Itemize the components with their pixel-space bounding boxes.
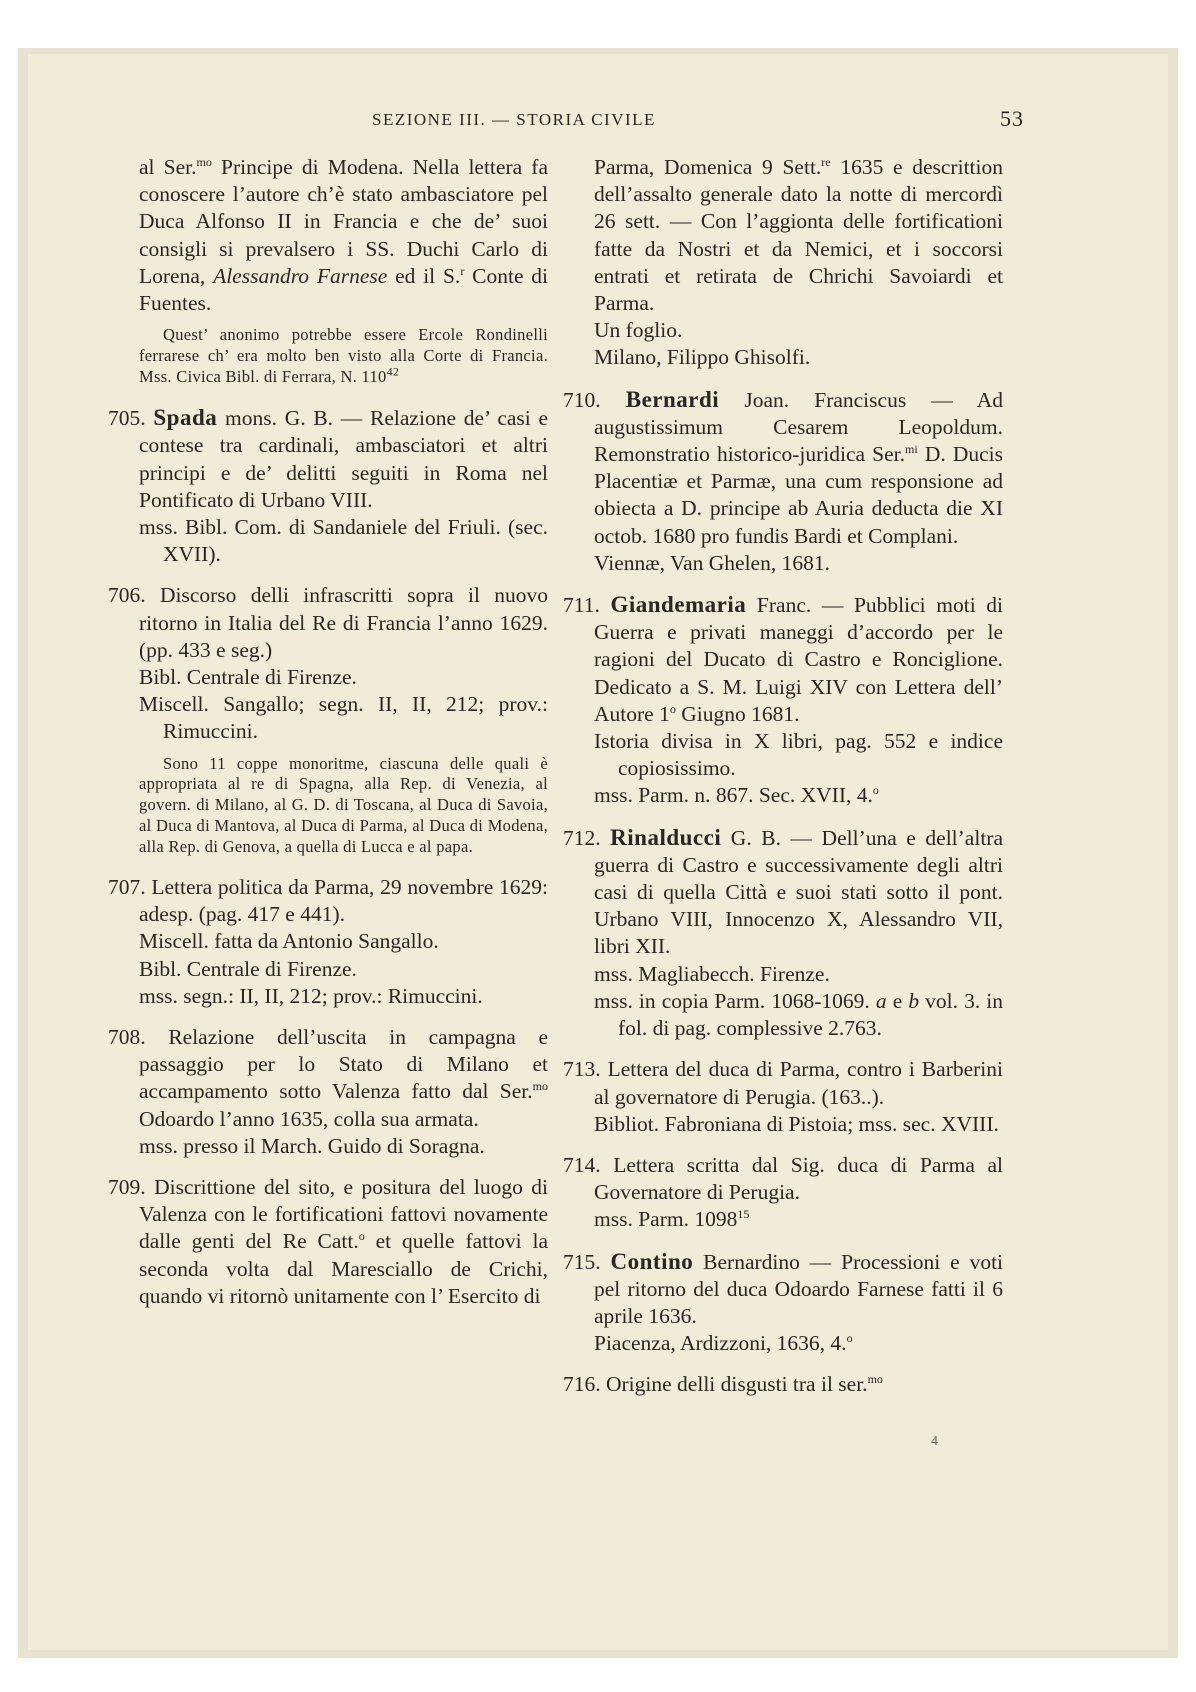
- entry-number: 716.: [563, 1372, 601, 1397]
- entry-710: 710. Bernardi Joan. Franciscus — Ad augustissimum Cesarem Leopoldum. Remonstratio historico-juridica Ser.$^{mi}$ D. Ducis Placentiæ et Parmæ, una cum responsione ad obiecta a D. principe ab Auria deducta die XI octob. 1680 pro fundis Bardi et Complani.: [563, 386, 1004, 548]
- entry-number: 710.: [563, 387, 601, 412]
- entry-709-location: Un foglio.: [594, 318, 683, 343]
- entry-715-location: Piacenza, Ardizzoni, 1636, 4.$^o$: [594, 1330, 853, 1356]
- italic-name: Alessandro Farnese: [213, 263, 388, 288]
- entry-711-location: mss. Parm. n. 867. Sec. XVII, 4.$^o$: [594, 783, 879, 808]
- running-head: [28, 104, 1168, 134]
- entry-number: 711.: [563, 593, 600, 618]
- page-number: 53: [1000, 106, 1024, 131]
- note-706: Sono 11 coppe monoritme, ciascuna delle quali è appropriata al re di Spagna, alla Rep. di Venezia, al govern. di Milano, al G. D. di Toscana, al Duca di Savoia, al Duca di Mantova, al Duca di Parma, al Duca di Modena, alla Rep. di Genova, a quella di Lucca e al papa.: [139, 753, 548, 856]
- entry-number: 712.: [563, 825, 601, 850]
- right-column: [563, 154, 1003, 1399]
- entry-715: 715. Contino Bernardino — Processioni e voti pel ritorno del duca Odoardo Farnese fatti il 6 aprile 1636.: [563, 1248, 1004, 1328]
- book-page: [28, 54, 1168, 1650]
- running-title: SEZIONE III. — STORIA CIVILE: [372, 110, 656, 129]
- entry-709-continuation: Parma, Domenica 9 Sett.$^{re}$ 1635 e descrittion dell’assalto generale dato la notte di mercordì 26 sett. — Con l’aggionta delle fortificationi fatte da Nostri et da Nemici, et i soccorsi entrati et retirata de Chrichi Savoiardi et Parma.: [594, 154, 1003, 316]
- entry-author: Giandemaria: [610, 592, 747, 618]
- entry-707-location: Miscell. fatta da Antonio Sangallo.: [139, 929, 439, 954]
- entry-705: 705. Spada mons. G. B. — Relazione de’ casi e contese tra cardinali, ambasciatori et altri principi e de’ delitti seguiti in Roma nel Pontificato di Urbano VIII.: [108, 405, 549, 512]
- entry-709-location: Milano, Filippo Ghisolfi.: [594, 345, 811, 370]
- entry-713-location: Bibliot. Fabroniana di Pistoia; mss. sec. XVIII.: [594, 1111, 999, 1136]
- entry-705-location: mss. Bibl. Com. di Sandaniele del Friuli. (sec. XVII).: [139, 514, 548, 567]
- entry-708-location: mss. presso il March. Guido di Soragna.: [139, 1133, 485, 1158]
- entry-author: Contino: [610, 1248, 694, 1274]
- note-704: Quest’ anonimo potrebbe essere Ercole Rondinelli ferrarese ch’ era molto ben visto alla Corte di Francia. Mss. Civica Bibl. di Ferrara, N. $110^{42}$: [139, 325, 548, 386]
- entry-712-location: mss. in copia Parm. 1068-1069. a e b vol. 3. in fol. di pag. complessive 2.763.: [594, 988, 1004, 1041]
- entry-716: 716. Origine delli disgusti tra il ser.$^{mo}$: [563, 1372, 883, 1397]
- entry-706-location: Miscell. Sangallo; segn. II, II, 212; prov.: Rimuccini.: [139, 692, 548, 744]
- entry-706: 706. Discorso delli infrascritti sopra il nuovo ritorno in Italia del Re di Francia l’anno 1629. (pp. 433 e seg.): [108, 583, 549, 662]
- signature-mark: 4: [931, 1434, 938, 1449]
- entry-713: 713. Lettera del duca di Parma, contro i Barberini al governatore di Perugia. (163..).: [563, 1057, 1004, 1109]
- entry-707: 707. Lettera politica da Parma, 29 novembre 1629: adesp. (pag. 417 e 441).: [108, 875, 548, 927]
- entry-709: 709. Discrittione del sito, e positura del luogo di Valenza con le fortificationi fattovi novamente dalle genti del Re Catt.$^o$ et quelle fattovi la seconda volta dal Maresciallo de Crichi, quando vi ritornò unitamente con l’ Esercito di: [108, 1175, 549, 1308]
- entry-711: 711. Giandemaria Franc. — Pubblici moti di Guerra e privati maneggi d’accordo per le ragioni del Ducato di Castro e Ronciglione. Dedicato a S. M. Luigi XIV con Lettera dell’ Autore 1$^o$ Giugno 1681.: [563, 592, 1004, 726]
- entry-number: 715.: [563, 1249, 601, 1274]
- entry-707-location: Bibl. Centrale di Firenze.: [139, 956, 357, 981]
- entry-710-location: Viennæ, Van Ghelen, 1681.: [594, 550, 830, 575]
- entry-author: Bernardi: [625, 386, 720, 412]
- entry-number: 706.: [108, 583, 146, 608]
- entry-author: Spada: [153, 405, 218, 431]
- entry-number: 714.: [563, 1152, 601, 1177]
- entry-number: 707.: [108, 875, 146, 900]
- entry-704-continuation: al Ser.$^{mo}$ Principe di Modena. Nella lettera fa conoscere l’autore ch’è stato ambasciatore pel Duca Alfonso II in Francia e che de’ suoi consigli si prevalsero i SS. Duchi Carlo di Lorena, Alessandro Farnese ed il S.$^r$ Conte di Fuentes.: [139, 154, 549, 316]
- entry-707-location: mss. segn.: II, II, 212; prov.: Rimuccini.: [139, 983, 483, 1008]
- entry-number: 709.: [108, 1175, 146, 1200]
- entry-706-location: Bibl. Centrale di Firenze.: [139, 664, 357, 689]
- entry-number: 705.: [108, 406, 146, 431]
- entry-author: Rinalducci: [610, 824, 722, 850]
- left-column: [108, 154, 548, 1310]
- entry-712-location: mss. Magliabecch. Firenze.: [594, 961, 830, 986]
- entry-714-location: mss. Parm. 1098$^{15}$: [594, 1207, 750, 1232]
- entry-714: 714. Lettera scritta dal Sig. duca di Parma al Governatore di Perugia.: [563, 1152, 1004, 1205]
- entry-712: 712. Rinalducci G. B. — Dell’una e dell’altra guerra di Castro e successivamente degli altri casi di quella Città e suoi stati sotto il pont. Urbano VIII, Innocenzo X, Alessandro VII, libri XII.: [563, 824, 1003, 959]
- entry-number: 713.: [563, 1057, 601, 1082]
- entry-number: 708.: [108, 1025, 146, 1050]
- entry-711-location: Istoria divisa in X libri, pag. 552 e indice copiosissimo.: [594, 729, 1003, 781]
- entry-708: 708. Relazione dell’uscita in campagna e passaggio per lo Stato di Milano et accampamento sotto Valenza fatto dal Ser.$^{mo}$ Odoardo l’anno 1635, colla sua armata.: [108, 1025, 549, 1131]
